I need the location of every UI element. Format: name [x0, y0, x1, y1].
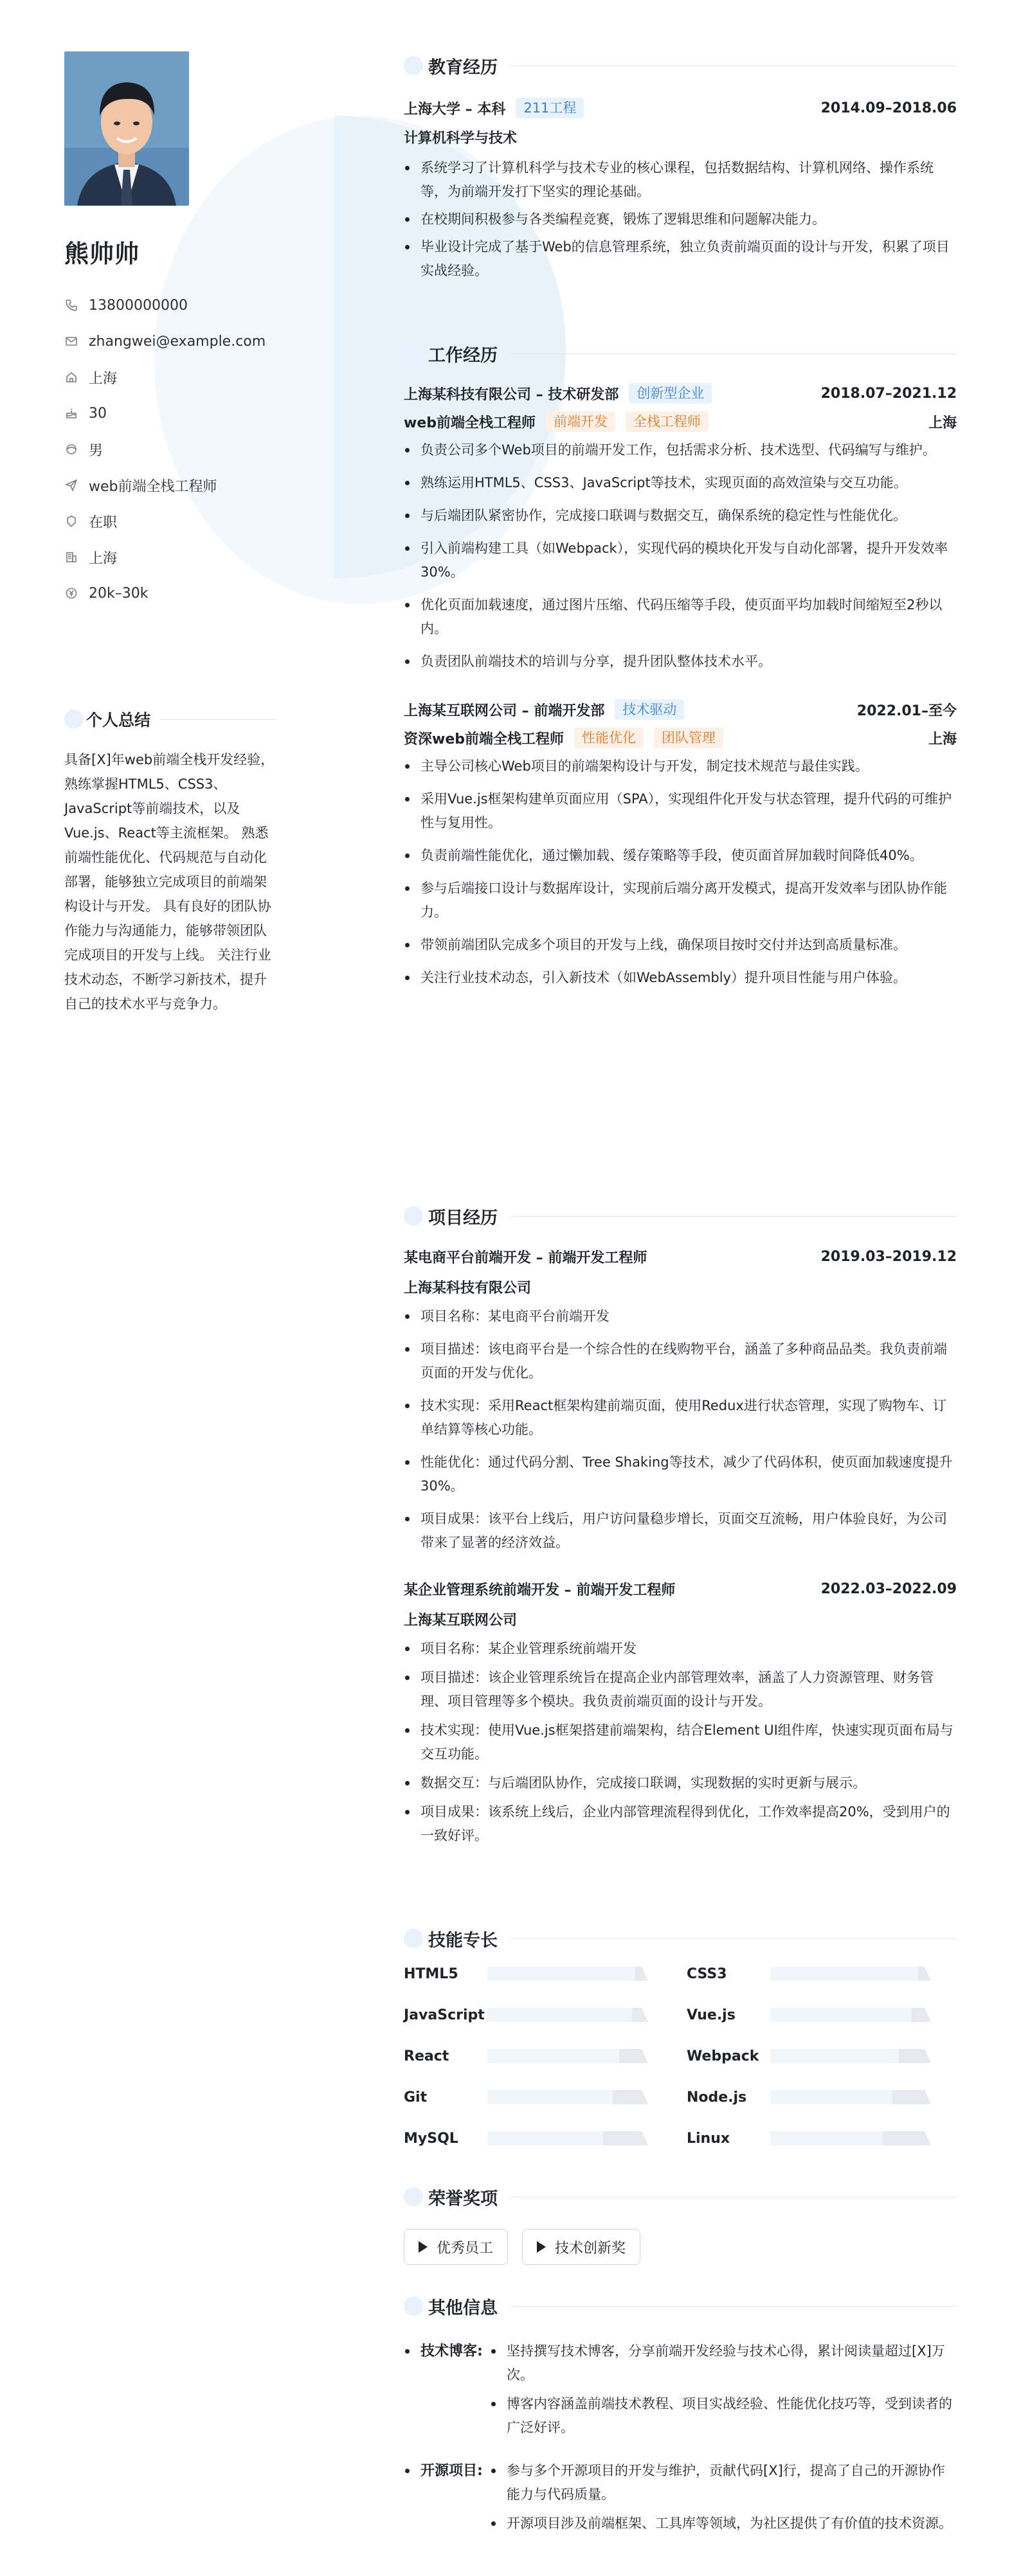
project-entry — [404, 1579, 957, 1848]
skill-bar-fill — [487, 2049, 619, 2063]
city-text: 上海 — [89, 550, 118, 567]
info-position — [64, 467, 321, 503]
skill-bar — [487, 2131, 648, 2145]
section-dot-icon — [64, 710, 84, 729]
company-tag: 技术驱动 — [615, 699, 684, 720]
divider — [159, 719, 276, 720]
list-item: 主导公司核心Web项目的前端架构设计与开发，制定技术规范与最佳实践。 — [404, 755, 957, 778]
skill-bar — [770, 2090, 931, 2104]
divider — [510, 353, 957, 354]
skill-name: CSS3 — [687, 1965, 727, 1982]
skill-item — [687, 2130, 957, 2147]
job-role: 资深web前端全栈工程师 — [404, 731, 564, 747]
list-item: 熟练运用HTML5、CSS3、JavaScript等技术，实现页面的高效渲染与交互功能。 — [404, 471, 957, 495]
job-role-row — [404, 728, 957, 748]
status-icon — [64, 514, 78, 528]
other-label: 技术博客: — [420, 2343, 483, 2359]
list-item: 技术实现：使用Vue.js框架搭建前端架构，结合Element UI组件库，快速实现页面布局与交互功能。 — [404, 1719, 957, 1766]
avatar-photo — [64, 51, 189, 206]
project-name: 某电商平台前端开发 – 前端开发工程师 — [404, 1250, 647, 1266]
list-item: 参与多个开源项目的开发与维护，贡献代码[X]行，提高了自己的开源协作能力与代码质量。 — [490, 2459, 957, 2507]
list-item: 优化页面加载速度，通过图片压缩、代码压缩等手段，使页面平均加载时间缩短至2秒以内。 — [404, 593, 957, 641]
contact-info-list — [64, 287, 321, 611]
section-dot-icon — [404, 56, 423, 75]
project-company: 上海某科技有限公司 — [404, 1280, 532, 1296]
skills-heading — [404, 1924, 957, 1953]
info-email — [64, 323, 321, 359]
award-badge — [404, 2229, 508, 2265]
section-dot-icon — [404, 1929, 423, 1948]
other-section — [404, 2292, 957, 2541]
skill-bar-fill — [770, 2090, 892, 2104]
project-bullets — [404, 1637, 957, 1848]
list-item: 项目名称：某电商平台前端开发 — [404, 1305, 957, 1328]
skill-name: JavaScript — [404, 2007, 485, 2023]
section-dot-icon — [404, 344, 423, 363]
award-label: 技术创新奖 — [555, 2240, 626, 2257]
list-item: 负责团队前端技术的培训与分享，提升团队整体技术水平。 — [404, 650, 957, 674]
skill-bar — [487, 2049, 648, 2063]
job-period: 2018.07–2021.12 — [820, 385, 957, 402]
list-item: 项目名称：某企业管理系统前端开发 — [404, 1637, 957, 1661]
info-salary — [64, 575, 321, 611]
gender-icon — [64, 442, 78, 456]
skill-item — [687, 1965, 957, 1982]
project-bullets — [404, 1305, 957, 1555]
skills-title: 技能专长 — [428, 1930, 498, 1951]
job-city: 上海 — [928, 415, 957, 431]
other-title: 其他信息 — [428, 2298, 498, 2318]
skill-name: Webpack — [687, 2048, 759, 2064]
awards-title: 荣誉奖项 — [428, 2188, 498, 2209]
award-list — [404, 2229, 957, 2265]
skill-item — [687, 2089, 957, 2106]
info-city — [64, 539, 321, 575]
project-period: 2022.03–2022.09 — [820, 1581, 957, 1597]
other-heading — [404, 2292, 957, 2320]
sidebar — [0, 0, 321, 2576]
other-bullets — [490, 2339, 957, 2445]
skill-item — [404, 1965, 687, 1982]
work-section — [404, 339, 957, 990]
phone-icon — [64, 298, 78, 312]
list-item: 坚持撰写技术博客，分享前端开发经验与技术心得，累计阅读量超过[X]万次。 — [490, 2339, 957, 2387]
list-item: 项目成果：该平台上线后，用户访问量稳步增长，页面交互流畅，用户体验良好，为公司带来了显著的经济效益。 — [404, 1507, 957, 1555]
projects-section — [404, 1202, 957, 1848]
skill-bar — [770, 1967, 931, 1981]
skill-bar-fill — [487, 2008, 632, 2022]
skills-section — [404, 1924, 957, 2147]
divider — [510, 1938, 957, 1939]
section-dot-icon — [404, 1206, 423, 1226]
salary-icon — [64, 586, 78, 600]
skill-item — [404, 2048, 687, 2064]
skill-bar-fill — [770, 1967, 918, 1981]
skills-grid — [404, 1965, 957, 2147]
list-item: 与后端团队紧密协作，完成接口联调与数据交互，确保系统的稳定性与性能优化。 — [404, 504, 957, 528]
list-item: 项目描述：该企业管理系统旨在提高企业内部管理效率，涵盖了人力资源管理、财务管理、项目管理等多个模块。我负责前端页面的设计与开发。 — [404, 1666, 957, 1713]
info-age — [64, 395, 321, 431]
projects-title: 项目经历 — [428, 1208, 498, 1228]
skill-item — [687, 2048, 957, 2064]
skill-bar — [487, 1967, 648, 1981]
skill-name: Vue.js — [687, 2007, 736, 2023]
other-bullets — [490, 2459, 957, 2541]
skill-bar-fill — [487, 1967, 635, 1981]
award-badge — [522, 2229, 640, 2265]
skill-bar — [770, 2131, 931, 2145]
role-tag: 全栈工程师 — [626, 411, 709, 432]
age-text: 30 — [89, 405, 107, 422]
projects-heading — [404, 1202, 957, 1230]
list-item: 参与后端接口设计与数据库设计，实现前后端分离开发模式，提高开发效率与团队协作能力。 — [404, 877, 957, 924]
project-header — [404, 1579, 957, 1599]
status-text: 在职 — [89, 514, 118, 531]
list-item: 负责前端性能优化，通过懒加载、缓存策略等手段，使页面首屏加载时间降低40%。 — [404, 844, 957, 868]
role-tag: 前端开发 — [546, 411, 615, 432]
mail-icon — [64, 334, 78, 348]
job-header — [404, 383, 957, 404]
salary-text: 20k–30k — [89, 585, 149, 602]
work-title: 工作经历 — [428, 345, 498, 366]
list-item: 性能优化：通过代码分割、Tree Shaking等技术，减少了代码体积，使页面加载速度提升30%。 — [404, 1451, 957, 1498]
info-location — [64, 359, 321, 395]
skill-item — [404, 2130, 687, 2147]
skill-name: Node.js — [687, 2089, 747, 2106]
education-section — [404, 51, 957, 283]
job-bullets — [404, 755, 957, 990]
email-text[interactable]: zhangwei@example.com — [89, 333, 266, 350]
section-dot-icon — [404, 2187, 423, 2206]
summary-heading — [64, 708, 276, 731]
other-label: 开源项目: — [420, 2463, 483, 2479]
skill-item — [404, 2007, 687, 2023]
project-header — [404, 1247, 957, 1267]
play-icon — [419, 2241, 428, 2253]
info-status — [64, 503, 321, 539]
project-entry — [404, 1247, 957, 1555]
gender-text: 男 — [89, 442, 104, 459]
education-bullets — [404, 156, 957, 283]
skill-name: MySQL — [404, 2130, 458, 2147]
skill-item — [687, 2007, 957, 2023]
building-icon — [64, 550, 78, 564]
list-item: 数据交互：与后端团队协作，完成接口联调，实现数据的实时更新与展示。 — [404, 1771, 957, 1795]
awards-section — [404, 2183, 957, 2265]
section-dot-icon — [404, 2296, 423, 2316]
work-heading — [404, 339, 957, 368]
cake-icon — [64, 406, 78, 420]
school-name: 上海大学 – 本科 — [404, 101, 506, 118]
education-row — [404, 98, 957, 118]
send-icon — [64, 478, 78, 492]
skill-bar-fill — [770, 2131, 883, 2145]
skill-bar — [770, 2008, 931, 2022]
major: 计算机科学与技术 — [404, 130, 518, 147]
skill-bar — [770, 2049, 931, 2063]
education-title: 教育经历 — [428, 57, 498, 78]
skill-name: Linux — [687, 2130, 730, 2147]
info-gender — [64, 431, 321, 467]
divider — [510, 2306, 957, 2307]
job-role-row — [404, 411, 957, 432]
list-item: 系统学习了计算机科学与技术专业的核心课程，包括数据结构、计算机网络、操作系统等，为前端开发打下坚实的理论基础。 — [404, 156, 957, 204]
other-item-opensource — [404, 2459, 957, 2541]
other-item-blog — [404, 2339, 957, 2445]
role-tag: 团队管理 — [654, 728, 723, 748]
awards-heading — [404, 2183, 957, 2211]
award-label: 优秀员工 — [437, 2240, 494, 2257]
job-period: 2022.01–至今 — [856, 702, 957, 719]
job-entry — [404, 383, 957, 674]
location-text: 上海 — [89, 370, 118, 387]
skill-bar — [487, 2090, 648, 2104]
position-text: web前端全栈工程师 — [89, 478, 217, 495]
list-item: 博客内容涵盖前端技术教程、项目实战经验、性能优化技巧等，受到读者的广泛好评。 — [490, 2392, 957, 2440]
skill-bar-fill — [487, 2090, 613, 2104]
list-item: 项目成果：该系统上线后，企业内部管理流程得到优化，工作效率提高20%，受到用户的一致好评。 — [404, 1800, 957, 1848]
summary-text: 具备[X]年web前端全栈开发经验，熟练掌握HTML5、CSS3、JavaScript等前端技术，以及Vue.js、React等主流框架。 熟悉前端性能优化、代码规范与自动化部署，能够独立完成项目的前端架构设计与开发。 具有良好的团队协作能力与沟通能力，能够带领团队完成项目的开发与上线。 关注行业技术动态，不断学习新技术，提升自己的技术水平与竞争力。 — [64, 752, 275, 1012]
list-item: 在校期间积极参与各类编程竞赛，锻炼了逻辑思维和问题解决能力。 — [404, 208, 957, 231]
candidate-name: 熊帅帅 — [64, 240, 140, 268]
skill-name: Git — [404, 2089, 428, 2106]
list-item: 负责公司多个Web项目的前端开发工作，包括需求分析、技术选型、代码编写与维护。 — [404, 438, 957, 462]
list-item: 引入前端构建工具（如Webpack），实现代码的模块化开发与自动化部署，提升开发效率30%。 — [404, 537, 957, 584]
project-period: 2019.03–2019.12 — [820, 1249, 957, 1265]
education-heading — [404, 51, 957, 80]
list-item: 开源项目涉及前端框架、工具库等领域，为社区提供了有价值的技术资源。 — [490, 2512, 957, 2536]
list-item: 项目描述：该电商平台是一个综合性的在线购物平台，涵盖了多种商品品类。我负责前端页面的开发与优化。 — [404, 1337, 957, 1385]
company-name: 上海某科技有限公司 – 技术研发部 — [404, 386, 619, 403]
skill-bar-fill — [770, 2008, 912, 2022]
play-icon — [537, 2241, 546, 2253]
education-period: 2014.09–2018.06 — [820, 100, 957, 116]
phone-text[interactable]: 13800000000 — [89, 297, 188, 314]
job-entry — [404, 699, 957, 990]
list-item: 关注行业技术动态，引入新技术（如WebAssembly）提升项目性能与用户体验。 — [404, 966, 957, 990]
summary-title: 个人总结 — [86, 711, 151, 729]
school-tag: 211工程 — [516, 98, 584, 118]
list-item: 技术实现：采用React框架构建前端页面，使用Redux进行状态管理，实现了购物车、订单结算等核心功能。 — [404, 1394, 957, 1442]
job-bullets — [404, 438, 957, 674]
project-company: 上海某互联网公司 — [404, 1613, 518, 1629]
skill-bar-fill — [487, 2131, 603, 2145]
list-item: 带领前端团队完成多个项目的开发与上线，确保项目按时交付并达到高质量标准。 — [404, 933, 957, 957]
job-header — [404, 699, 957, 720]
info-phone — [64, 287, 321, 323]
skill-bar-fill — [770, 2049, 899, 2063]
skill-name: React — [404, 2048, 449, 2064]
skill-item — [404, 2089, 687, 2106]
home-icon — [64, 370, 78, 384]
list-item: 毕业设计完成了基于Web的信息管理系统，独立负责前端页面的设计与开发，积累了项目实战经验。 — [404, 235, 957, 283]
job-role: web前端全栈工程师 — [404, 415, 536, 431]
company-tag: 创新型企业 — [629, 383, 712, 404]
company-name: 上海某互联网公司 – 前端开发部 — [404, 702, 605, 719]
job-city: 上海 — [928, 731, 957, 747]
project-name: 某企业管理系统前端开发 – 前端开发工程师 — [404, 1582, 676, 1598]
list-item: 采用Vue.js框架构建单页面应用（SPA），实现组件化开发与状态管理，提升代码的可维护性与复用性。 — [404, 787, 957, 835]
role-tag: 性能优化 — [574, 728, 644, 748]
skill-name: HTML5 — [404, 1965, 458, 1982]
divider — [510, 1216, 957, 1217]
skill-bar — [487, 2008, 648, 2022]
